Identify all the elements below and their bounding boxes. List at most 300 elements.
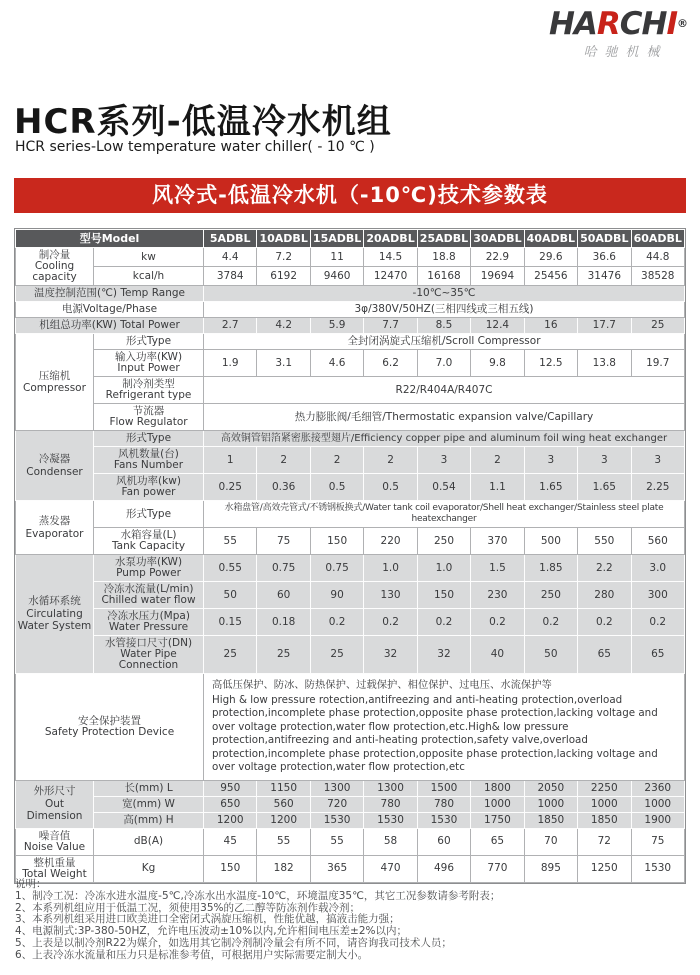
value-cell <box>257 248 310 267</box>
row-label <box>94 636 204 674</box>
cell-text: 38528 <box>641 269 675 282</box>
cell-text: 1000 <box>644 797 672 810</box>
value-cell <box>204 636 257 674</box>
cell-text: 水箱盘管/高效壳管式/不锈钢板换式/Water tank coil evaporator/Shell heat exchanger/Stainless steel plate heatexchanger <box>224 503 664 524</box>
value-cell <box>631 555 684 582</box>
value-cell <box>257 609 310 636</box>
value-cell <box>257 555 310 582</box>
value-cell <box>578 812 631 828</box>
value-cell <box>578 248 631 267</box>
value-cell <box>257 350 310 377</box>
cell-text: 0.15 <box>218 615 242 628</box>
cell-text: 3.1 <box>275 356 293 369</box>
cell-text: Water Pressure <box>108 621 189 633</box>
cell-text: 25456 <box>534 269 568 282</box>
value-cell <box>364 855 417 882</box>
value-cell <box>204 609 257 636</box>
cell-text: 0.36 <box>271 480 296 493</box>
cell-text: 输入功率(KW) <box>114 351 183 363</box>
table-row <box>16 636 685 674</box>
cell-text: 496 <box>433 862 454 874</box>
value-cell <box>631 582 684 609</box>
value-cell <box>578 555 631 582</box>
cell-text: Noise Value <box>23 840 86 853</box>
cell-text: 500 <box>540 534 561 547</box>
cell-text: 720 <box>327 797 348 810</box>
table-row <box>16 582 685 609</box>
value-cell <box>471 636 524 674</box>
cell-text: 75 <box>276 534 291 547</box>
cell-text: Out Dimension <box>26 797 83 823</box>
cell-text: 0.18 <box>271 615 296 628</box>
cell-text: 1850 <box>537 813 565 826</box>
cell-text: 10ADBL <box>259 232 308 245</box>
cell-text: 1.1 <box>489 480 506 493</box>
value-cell <box>364 248 417 267</box>
cell-text: 7.2 <box>275 250 293 263</box>
cell-text: 冷凝器 <box>38 453 71 465</box>
cell-text: 宽(mm) W <box>122 797 175 810</box>
cell-text: 72 <box>597 835 611 847</box>
value-cell <box>417 828 470 855</box>
row-label <box>94 267 204 286</box>
value-cell <box>310 528 363 555</box>
cell-text: 7.7 <box>382 319 399 331</box>
value-cell <box>417 636 470 674</box>
value-cell <box>204 855 257 882</box>
value-cell <box>310 609 363 636</box>
value-cell <box>257 855 310 882</box>
cell-text: 0.2 <box>435 615 453 628</box>
value-cell <box>471 812 524 828</box>
cell-text: 19694 <box>480 269 515 282</box>
cell-text: Refrigerant type <box>105 389 192 401</box>
brand-wordmark <box>549 8 688 40</box>
value-cell <box>578 828 631 855</box>
cell-text: 水泵功率(KW) <box>114 556 183 568</box>
cell-text: 50ADBL <box>580 232 629 245</box>
table-row <box>16 555 685 582</box>
cell-text: 29.6 <box>539 250 563 263</box>
table-row <box>16 377 685 404</box>
value-cell <box>204 796 257 812</box>
value-cell <box>631 855 684 882</box>
cell-text: 31476 <box>587 269 621 282</box>
cell-text: 150 <box>220 862 241 874</box>
value-cell <box>94 828 204 855</box>
cell-text: 9.8 <box>489 356 506 369</box>
value-cell <box>310 582 363 609</box>
cell-text: 470 <box>380 862 401 874</box>
cell-text: 高(mm) H <box>123 813 174 826</box>
cell-text: Condenser <box>26 465 83 478</box>
registered-trademark-icon: ® <box>677 17 688 30</box>
cell-text: 65 <box>490 835 505 847</box>
cell-text: 3φ/380V/50HZ(三相四线或三相五线) <box>354 303 534 315</box>
value-cell <box>417 318 470 334</box>
cell-text: 2.25 <box>646 480 670 493</box>
value-cell <box>417 855 470 882</box>
brand-chinese-name: 哈驰机械 <box>583 45 668 60</box>
cell-text: 0.2 <box>382 615 399 628</box>
value-cell <box>257 318 310 334</box>
cell-text: 水管接口尺寸(DN) <box>104 637 193 649</box>
cell-text: 3 <box>654 453 662 466</box>
value-cell <box>471 318 524 334</box>
value-cell <box>94 555 204 582</box>
cell-text: 0.2 <box>489 615 506 628</box>
cell-text: Chilled water flow <box>101 594 196 606</box>
cell-text: 1300 <box>323 781 351 794</box>
cell-text: 19.7 <box>646 356 670 369</box>
cell-text: Safety Protection Device <box>44 725 175 738</box>
value-cell <box>310 636 363 674</box>
cell-text: 130 <box>380 588 401 601</box>
row-label <box>94 447 204 474</box>
cell-text: 90 <box>330 588 344 601</box>
value-cell <box>524 636 577 674</box>
cell-text: 60ADBL <box>633 232 682 245</box>
cell-text: 15ADBL <box>312 232 362 245</box>
value-cell <box>310 855 363 882</box>
cell-text: 安全保护装置 <box>78 714 141 727</box>
note-line: 5、上表是以制冷剂R22为媒介，如选用其它制冷剂制冷量会有所不同，请咨询我司技术人员； <box>15 936 452 949</box>
value-cell <box>204 286 685 302</box>
value-cell <box>578 609 631 636</box>
cell-text: 4.4 <box>221 250 239 263</box>
cell-text: 3 <box>600 453 608 466</box>
cell-text: 3 <box>440 453 448 466</box>
cell-text: 1.5 <box>489 561 506 574</box>
value-cell <box>524 267 577 286</box>
cell-text: 1.85 <box>539 561 563 574</box>
value-cell <box>204 248 257 267</box>
cell-text: 1.0 <box>435 561 453 574</box>
value-cell <box>310 350 363 377</box>
value-cell <box>204 377 685 404</box>
cell-text: 250 <box>540 588 561 601</box>
cell-text: 2 <box>333 453 341 466</box>
cell-text: Kg <box>141 862 156 874</box>
cell-text: 水循环系统 <box>28 595 81 608</box>
value-cell <box>204 334 685 350</box>
cell-text: 895 <box>540 862 561 874</box>
value-cell <box>524 812 577 828</box>
value-cell <box>417 447 470 474</box>
cell-text: 560 <box>647 534 668 547</box>
table-row <box>16 812 685 828</box>
value-cell <box>578 447 631 474</box>
cell-text: 1 <box>226 453 234 466</box>
value-cell <box>204 350 257 377</box>
value-cell <box>631 248 684 267</box>
cell-text: 25 <box>330 648 344 660</box>
value-cell <box>524 555 577 582</box>
value-cell <box>310 267 363 286</box>
cell-text: 2 <box>494 453 501 466</box>
cell-text: 17.7 <box>592 319 616 331</box>
cell-text: 55 <box>276 835 291 847</box>
cell-text: 150 <box>433 588 454 601</box>
table-row <box>16 404 685 431</box>
table-row <box>16 286 685 302</box>
table-row <box>16 267 685 286</box>
cell-text: 13.8 <box>592 356 616 369</box>
cell-text: 5.9 <box>328 319 346 331</box>
value-cell <box>94 855 204 882</box>
cell-text: 1.65 <box>539 480 563 493</box>
table-row <box>16 528 685 555</box>
table-row <box>16 796 685 812</box>
cell-text: 150 <box>327 534 348 547</box>
cell-text: High & low pressure rotection,antifreezing and anti-heating protection,overload protection,incomplete phase protection,opposite phase protection,lacking voltage and over voltage protection,water flow protection,etc.High& low pressure protection,antifreezing and anti-heating protection,safety valve,overload protection,incomplete phase protection,opposite phase protection,lacking voltage and over voltage protection,water flow protection,etc <box>212 693 658 773</box>
cell-text: 1800 <box>484 781 511 794</box>
cell-text: 全封闭涡旋式压缩机/Scroll Compressor <box>347 335 541 347</box>
value-cell <box>524 855 577 882</box>
cell-text: 32 <box>437 648 451 660</box>
row-label <box>94 350 204 377</box>
value-cell <box>417 350 470 377</box>
value-cell <box>524 248 577 267</box>
cell-text: 70 <box>544 835 558 847</box>
cell-text: 2.2 <box>595 561 613 574</box>
cell-text: 25 <box>276 648 291 660</box>
cell-text: 44.8 <box>646 250 670 263</box>
cell-text: 32 <box>383 648 398 660</box>
cell-text: kw <box>141 250 156 263</box>
table-row <box>16 501 685 528</box>
cell-text: 蒸发器 <box>38 515 71 527</box>
value-cell <box>204 431 685 447</box>
table-row <box>16 447 685 474</box>
cell-text: 55 <box>330 835 344 847</box>
value-cell <box>631 474 684 501</box>
cell-text: 0.54 <box>432 480 456 493</box>
cell-text: 节流器 <box>132 405 165 417</box>
value-cell <box>257 796 310 812</box>
row-label <box>16 302 204 318</box>
model-header <box>471 230 524 248</box>
value-cell <box>310 780 363 796</box>
value-cell <box>257 528 310 555</box>
cell-text: 2 <box>387 453 394 466</box>
cell-text: 60 <box>276 588 291 601</box>
value-cell <box>204 555 257 582</box>
cell-text: 形式Type <box>125 335 172 347</box>
value-cell <box>578 318 631 334</box>
cell-text: 14.5 <box>378 250 403 263</box>
value-cell <box>364 318 417 334</box>
cell-text: 25 <box>651 319 665 331</box>
cell-text: 2360 <box>644 781 672 794</box>
value-cell <box>364 609 417 636</box>
value-cell <box>257 828 310 855</box>
table-row <box>16 230 685 248</box>
value-cell <box>204 528 257 555</box>
cell-text: 65 <box>597 648 611 660</box>
value-cell <box>94 248 204 267</box>
cell-text: 60 <box>437 835 451 847</box>
value-cell <box>631 796 684 812</box>
value-cell <box>364 796 417 812</box>
row-label <box>16 286 204 302</box>
value-cell <box>471 582 524 609</box>
model-header <box>578 230 631 248</box>
cell-text: 1900 <box>644 813 672 826</box>
cell-text: 8.5 <box>435 319 453 331</box>
cell-text: 250 <box>433 534 454 547</box>
cell-text: 55 <box>223 534 237 547</box>
cell-text: Total Weight <box>22 867 87 880</box>
value-cell <box>417 528 470 555</box>
note-line: 3、本系列机组采用进口欧美进口全密闭式涡旋压缩机，性能优越，搞液击能力强； <box>15 913 400 926</box>
page-title: HCR系列-低温冷水机组 <box>14 102 392 142</box>
cell-text: Cooling capacity <box>32 260 77 283</box>
cell-text: 0.5 <box>328 480 346 493</box>
cell-text: 3.0 <box>649 561 667 574</box>
cell-text: 75 <box>651 835 665 847</box>
page-subtitle: HCR series-Low temperature water chiller( - 10 ℃ ) <box>15 139 375 155</box>
spec-table-body <box>16 230 685 883</box>
cell-text: 16 <box>544 319 558 331</box>
value-cell <box>471 828 524 855</box>
value-cell <box>524 474 577 501</box>
cell-text: 1000 <box>484 797 511 810</box>
cell-text: 300 <box>647 588 668 601</box>
cell-text: 整机重量 <box>33 856 76 869</box>
value-cell <box>257 582 310 609</box>
value-cell <box>204 447 257 474</box>
row-label <box>94 582 204 609</box>
value-cell <box>257 267 310 286</box>
value-cell <box>310 447 363 474</box>
cell-text: 1.9 <box>221 356 239 369</box>
cell-text: 182 <box>273 862 294 874</box>
row-label <box>94 528 204 555</box>
value-cell <box>524 350 577 377</box>
value-cell <box>204 501 685 528</box>
cell-text: Water Pipe <box>120 648 177 660</box>
cell-text: 4.6 <box>328 356 346 369</box>
table-row <box>16 609 685 636</box>
cell-text: 2.7 <box>221 319 239 331</box>
value-cell <box>417 812 470 828</box>
cell-text: 45 <box>223 835 237 847</box>
cell-text: 2250 <box>590 781 618 794</box>
logo-text-segment: I <box>666 6 677 42</box>
cell-text: 制冷剂类型 <box>122 378 175 390</box>
value-cell <box>364 474 417 501</box>
logo-text-segment: R <box>596 6 620 42</box>
cell-text: 780 <box>433 797 454 810</box>
cell-text: 1530 <box>377 813 404 826</box>
cell-text: 50 <box>223 588 237 601</box>
table-row <box>16 855 685 882</box>
value-cell <box>471 447 524 474</box>
spec-table <box>15 229 685 883</box>
value-cell <box>310 555 363 582</box>
value-cell <box>257 636 310 674</box>
cell-text: -10℃~35℃ <box>412 287 476 299</box>
value-cell <box>578 528 631 555</box>
cell-text: 风机功率(kw) <box>116 475 181 487</box>
value-cell <box>204 582 257 609</box>
value-cell <box>204 828 257 855</box>
value-cell <box>471 796 524 812</box>
value-cell <box>364 582 417 609</box>
cell-text: 温度控制范围(℃) Temp Range <box>34 287 185 299</box>
cell-text: 3784 <box>216 269 244 282</box>
value-cell <box>631 350 684 377</box>
value-cell <box>204 267 257 286</box>
value-cell <box>310 318 363 334</box>
cell-text: 370 <box>487 534 508 547</box>
value-cell <box>204 812 257 828</box>
cell-text: 230 <box>487 588 508 601</box>
model-header <box>310 230 363 248</box>
value-cell <box>471 474 524 501</box>
row-label <box>94 377 204 404</box>
value-cell <box>631 528 684 555</box>
value-cell <box>417 796 470 812</box>
model-header <box>257 230 310 248</box>
cell-text: 1150 <box>270 781 298 794</box>
model-header <box>364 230 417 248</box>
cell-text: 长(mm) L <box>124 781 173 794</box>
row-label <box>16 248 94 286</box>
cell-text: Flow Regulator <box>109 416 188 428</box>
cell-text: 1300 <box>377 781 404 794</box>
cell-text: 0.2 <box>328 615 346 628</box>
table-row <box>16 431 685 447</box>
brand-logo <box>549 8 688 60</box>
cell-text: 0.5 <box>382 480 399 493</box>
cell-text: 0.55 <box>218 561 242 574</box>
value-cell <box>578 474 631 501</box>
value-cell <box>578 350 631 377</box>
table-row <box>16 474 685 501</box>
cell-text: 热力膨胀阀/毛细管/Thermostatic expansion valve/Capillary <box>294 410 594 423</box>
value-cell <box>471 855 524 882</box>
table-row <box>16 334 685 350</box>
cell-text: 7.0 <box>435 356 453 369</box>
cell-text: 高低压保护、防冰、防热保护、过载保护、相位保护、过电压、水流保护等 <box>212 679 552 691</box>
note-line: 2、本系列机组应用于低温工况，须使用35%的乙二醇等防冻剂作载冷剂； <box>15 901 361 914</box>
value-cell <box>524 528 577 555</box>
cell-text: 形式Type <box>125 432 172 444</box>
cell-text: 12.4 <box>485 319 510 331</box>
value-cell <box>204 404 685 431</box>
cell-text: 22.9 <box>485 250 510 263</box>
cell-text: kcal/h <box>132 269 165 282</box>
cell-text: 1500 <box>430 781 458 794</box>
cell-text: 压缩机 <box>38 369 71 382</box>
cell-text: R22/R404A/R407C <box>395 383 493 396</box>
value-cell <box>364 350 417 377</box>
cell-text: 水箱容量(L) <box>120 529 177 541</box>
cell-text: 20ADBL <box>366 232 415 245</box>
cell-text: 外形尺寸 <box>33 785 76 798</box>
model-header-label <box>16 230 204 248</box>
cell-text: 25ADBL <box>419 232 469 245</box>
cell-text: Tank Capacity <box>111 540 186 552</box>
value-cell <box>204 780 257 796</box>
logo-text-segment: CH <box>619 6 667 42</box>
cell-text: 1530 <box>644 862 672 874</box>
value-cell <box>524 780 577 796</box>
cell-text: 6192 <box>270 269 298 282</box>
row-label <box>16 674 204 781</box>
